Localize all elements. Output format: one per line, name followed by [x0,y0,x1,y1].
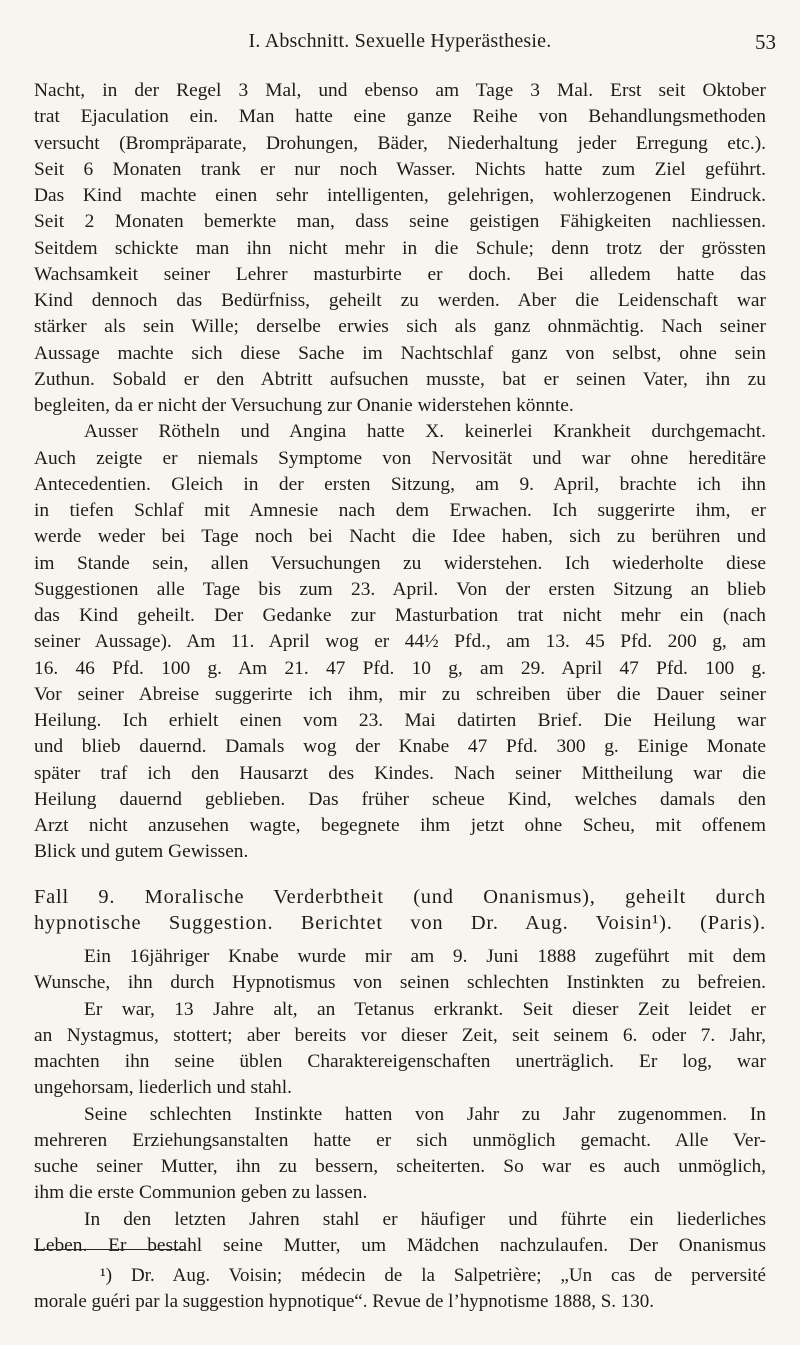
text-line: Ausser Rötheln und Angina hatte X. keinerlei Krankheit durchgemacht. [84,421,766,443]
text-line: machten ihn seine üblen Charaktereigenschaften unerträglich. Er log, war [34,1051,766,1072]
case-heading-line: hypnotische Suggestion. Berichtet von Dr. Aug. Voisin¹). (Paris). [34,911,766,934]
text-line: später traf ich den Hausarzt des Kindes. Nach seiner Mittheilung war die [34,762,766,784]
text-line: Vor seiner Abreise suggerirte ich ihm, mir zu schreiben über die Dauer seiner [34,683,766,705]
text-line: Wunsche, ihn durch Hypnotismus von seinen schlechten Instinkten zu befreien. [34,972,766,994]
text-line: das Kind geheilt. Der Gedanke zur Masturbation trat nicht mehr ein (nach [34,605,766,626]
text-line: Suggestionen alle Tage bis zum 23. April. Von der ersten Sitzung an blieb [34,578,766,600]
text-line: Das Kind machte einen sehr intelligenten, gelehrigen, wohlerzogenen Eindruck. [34,185,766,206]
text-line: Er war, 13 Jahre alt, an Tetanus erkrankt. Seit dieser Zeit leidet er [84,998,766,1020]
text-line: in tiefen Schlaf mit Amnesie nach dem Erwachen. Ich suggerirte ihm, er [34,500,766,521]
text-line: und blieb dauernd. Damals wog der Knabe 47 Pfd. 300 g. Einige Monate [34,736,766,758]
text-line: Auch zeigte er niemals Symptome von Nervosität und war ohne hereditäre [34,447,766,469]
text-line: 16. 46 Pfd. 100 g. Am 21. 47 Pfd. 10 g, am 29. April 47 Pfd. 100 g. [34,657,766,679]
text-line: Seitdem schickte man ihn nicht mehr in die Schule; denn trotz der grössten [34,237,766,259]
text-line: Seit 2 Monaten bemerkte man, dass seine geistigen Fähigkeiten nachliessen. [34,211,766,233]
text-line: In den letzten Jahren stahl er häufiger und führte ein liederliches [84,1208,766,1230]
text-line: an Nystagmus, stottert; aber bereits vor dieser Zeit, seit seinem 6. oder 7. Jahr, [34,1024,766,1046]
text-line: Nacht, in der Regel 3 Mal, und ebenso am Tage 3 Mal. Erst seit Oktober [34,80,766,101]
text-line: Leben. Er bestahl seine Mutter, um Mädchen nachzulaufen. Der Onanismus [34,1234,766,1256]
text-line: Aussage machte sich diese Sache im Nachtschlaf ganz von selbst, ohne sein [34,342,766,364]
text-line: ungehorsam, liederlich und stahl. [34,1077,292,1099]
page-number: 53 [755,30,776,54]
text-line: Antecedentien. Gleich in der ersten Sitzung, am 9. April, brachte ich ihn [34,473,766,495]
text-line: werde weder bei Tage noch bei Nacht die Idee haben, sich zu berühren und [34,526,766,548]
footnote-line: ¹) Dr. Aug. Voisin; médecin de la Salpetrière; „Un cas de perversité [100,1265,766,1286]
footnote [34,1262,766,1315]
body-text [34,78,766,1259]
text-line: Arzt nicht anzusehen wagte, begegnete ihm jetzt ohne Scheu, mit offenem [34,815,766,836]
running-title: I. Abschnitt. Sexuelle Hyperästhesie. [248,30,552,52]
text-line: im Stande sein, allen Versuchungen zu widerstehen. Ich wiederholte diese [34,552,766,574]
case-heading-line: Fall 9. Moralische Verderbtheit (und Onanismus), geheilt durch [34,885,766,908]
footnote-line: morale guéri par la suggestion hypnotique“. Revue de l’hypnotisme 1888, S. 130. [34,1291,655,1313]
text-line: versucht (Brompräparate, Drohungen, Bäder, Niederhaltung jeder Erregung etc.). [34,132,766,154]
text-line: ihm die erste Communion geben zu lassen. [34,1182,368,1204]
text-line: Heilung dauernd geblieben. Das früher scheue Kind, welches damals den [34,788,766,810]
text-line: Zuthun. Sobald er den Abtritt aufsuchen musste, bat er seinen Vater, ihn zu [34,368,766,390]
text-line: begleiten, da er nicht der Versuchung zur Onanie widerstehen könnte. [34,395,574,416]
text-line: Seine schlechten Instinkte hatten von Jahr zu Jahr zugenommen. In [84,1103,766,1125]
text-line: stärker als sein Wille; derselbe erwies sich als ganz ohnmächtig. Nach seiner [34,316,766,338]
section-gap [34,866,766,884]
text-line: Heilung. Ich erhielt einen vom 23. Mai datirten Brief. Die Heilung war [34,710,766,731]
text-line: Kind dennoch das Bedürfniss, geheilt zu werden. Aber die Leidenschaft war [34,290,766,311]
text-line: seiner Aussage). Am 11. April wog er 44½ Pfd., am 13. 45 Pfd. 200 g, am [34,631,766,653]
text-line: mehreren Erziehungsanstalten hatte er sich unmöglich gemacht. Alle Ver- [34,1129,766,1151]
text-line: trat Ejaculation ein. Man hatte eine ganze Reihe von Behandlungsmethoden [34,106,766,128]
running-head [0,30,800,60]
text-line: Ein 16jähriger Knabe wurde mir am 9. Juni 1888 zugeführt mit dem [84,946,766,967]
heading-gap [34,936,766,944]
footnote-rule [34,1249,184,1250]
text-line: Seit 6 Monaten trank er nur noch Wasser. Nichts hatte zum Ziel geführt. [34,158,766,180]
text-line: suche seiner Mutter, ihn zu bessern, scheiterten. So war es auch unmöglich, [34,1156,766,1177]
text-line: Blick und gutem Gewissen. [34,841,249,863]
text-line: Wachsamkeit seiner Lehrer masturbirte er doch. Bei alledem hatte das [34,263,766,285]
